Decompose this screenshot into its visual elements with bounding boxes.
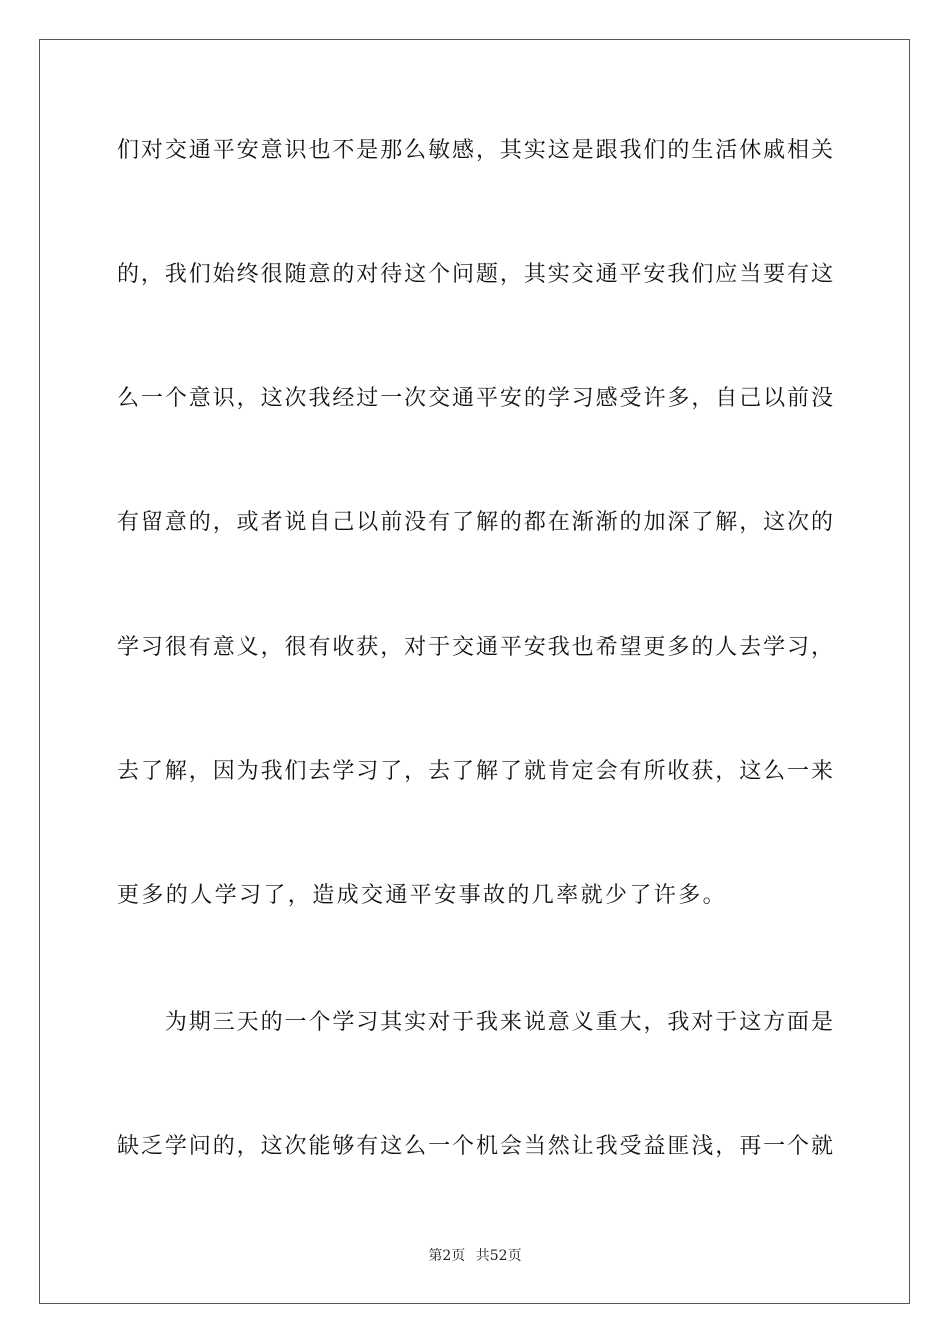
text-line-9: 缺乏学问的，这次能够有这么一个机会当然让我受益匪浅，再一个就 xyxy=(117,1134,833,1159)
text-line-5: 学习很有意义，很有收获，对于交通平安我也希望更多的人去学习， xyxy=(117,635,833,660)
page-number: 第2页 xyxy=(428,1248,466,1264)
text-line-1: 们对交通平安意识也不是那么敏感，其实这是跟我们的生活休戚相关 xyxy=(117,138,833,163)
page-footer xyxy=(0,1247,950,1265)
text-line-3: 么一个意识，这次我经过一次交通平安的学习感受许多，自己以前没 xyxy=(117,386,833,411)
page-border xyxy=(39,39,910,1304)
text-line-4: 有留意的，或者说自己以前没有了解的都在渐渐的加深了解，这次的 xyxy=(117,510,833,535)
text-line-7: 更多的人学习了，造成交通平安事故的几率就少了许多。 xyxy=(117,883,728,908)
page-total: 共52页 xyxy=(475,1248,522,1264)
text-line-6: 去了解，因为我们去学习了，去了解了就肯定会有所收获，这么一来 xyxy=(117,759,833,784)
text-line-2: 的，我们始终很随意的对待这个问题，其实交通平安我们应当要有这 xyxy=(117,262,833,287)
text-line-8: 为期三天的一个学习其实对于我来说意义重大，我对于这方面是 xyxy=(117,1010,833,1035)
